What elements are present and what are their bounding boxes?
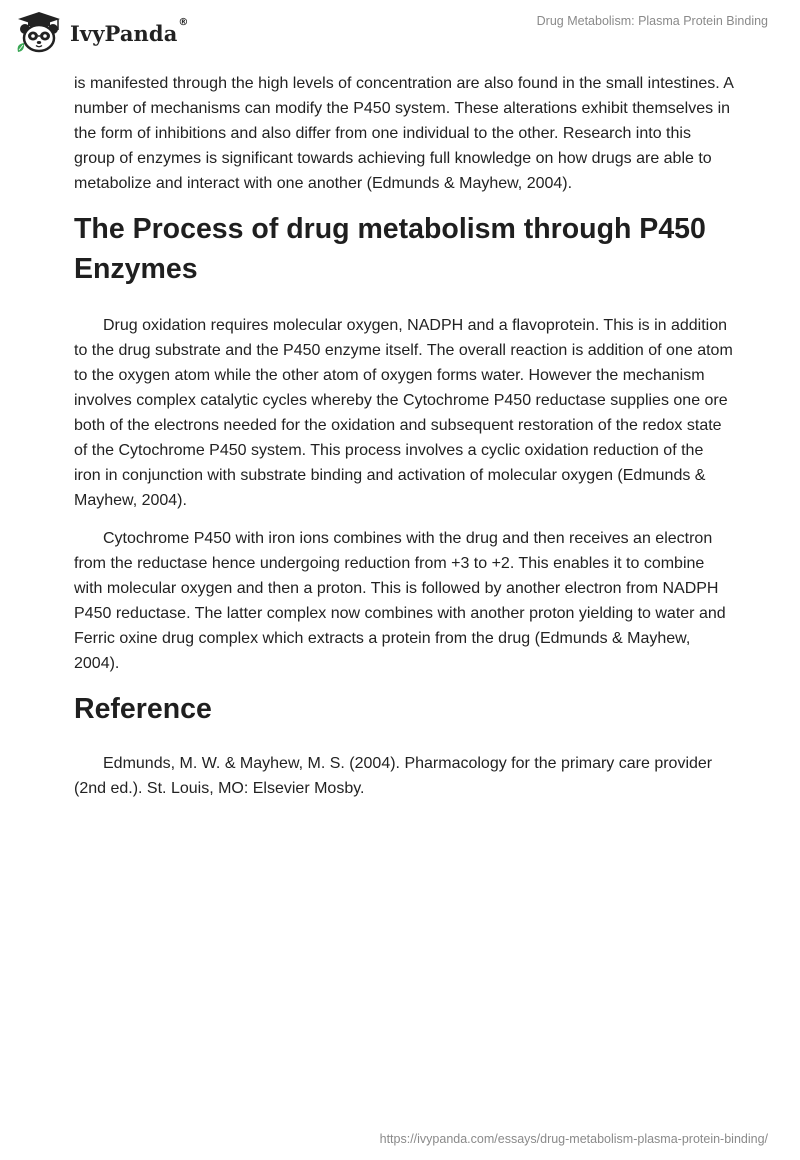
brand-name: IvyPanda® (70, 16, 189, 46)
intro-paragraph: is manifested through the high levels of concentration are also found in the small intestines. A number of mechanisms can modify the P450 system. These alterations exhibit themselves in the form of inhibitions and also differ from one individual to the other. Research into this group of enzymes is significant towards achieving full knowledge on how drugs are able to metabolize and interact with one another (Edmunds & Mayhew, 2004). (74, 75, 734, 192)
document-title: Drug Metabolism: Plasma Protein Binding (536, 14, 768, 28)
panda-graduate-logo-icon (14, 8, 64, 58)
body-paragraph: Cytochrome P450 with iron ions combines with the drug and then receives an electron from the reductase hence undergoing reduction from +3 to +2. This enables it to combine with molecular oxygen and then a proton. This is followed by another electron from NADPH P450 reductase. The latter complex now combines with another proton yielding to water and Ferric oxine drug complex which extracts a protein from the drug (Edmunds & Mayhew, 2004). (74, 530, 726, 672)
essay-body (74, 71, 734, 814)
source-url-link[interactable]: https://ivypanda.com/essays/drug-metabolism-plasma-protein-binding/ (379, 1132, 768, 1146)
reference-entry: Edmunds, M. W. & Mayhew, M. S. (2004). Pharmacology for the primary care provider (2nd ed.). St. Louis, MO: Elsevier Mosby. (74, 755, 713, 797)
registered-mark: ® (178, 16, 189, 28)
page-header (0, 0, 800, 70)
ivypanda-logo[interactable] (14, 8, 189, 58)
section-heading: The Process of drug metabolism through P450 Enzymes (74, 213, 706, 285)
body-paragraph: Drug oxidation requires molecular oxygen, NADPH and a flavoprotein. This is in addition to the drug substrate and the P450 enzyme itself. The overall reaction is addition of one atom to the oxygen atom while the other atom of oxygen forms water. However the mechanism involves complex catalytic cycles whereby the Cytochrome P450 reductase supplies one ore both of the electrons needed for the oxidation and subsequent restoration of the redox state of the Cytochrome P450 system. This process involves a cyclic oxidation reduction of the iron in conjunction with substrate binding and activation of molecular oxygen (Edmunds & Mayhew, 2004). (74, 317, 733, 509)
reference-heading: Reference (74, 693, 212, 725)
